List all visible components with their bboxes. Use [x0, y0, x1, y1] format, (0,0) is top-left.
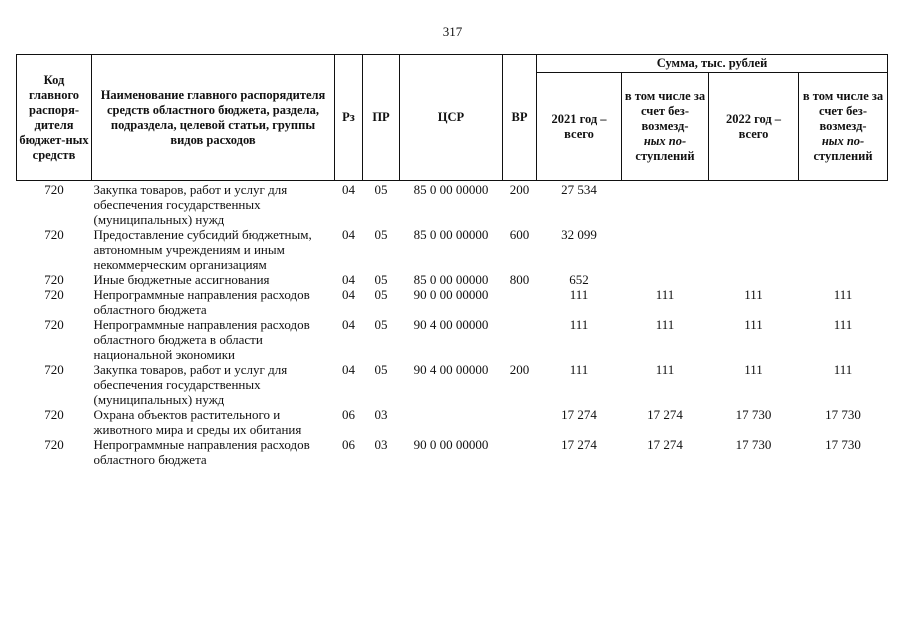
budget-table	[16, 54, 888, 467]
table-row	[17, 227, 888, 272]
cell-2022-free: 17 730	[825, 407, 861, 422]
header-2022-free-b: ных по-	[821, 134, 865, 148]
cell-pr: 03	[374, 407, 388, 422]
table-row	[17, 287, 888, 317]
header-2021-total: 2021 год – всего	[537, 73, 622, 181]
cell-vr	[503, 437, 537, 467]
cell-2021-total: 17 274	[561, 407, 597, 422]
header-pr: ПР	[363, 55, 400, 181]
cell-2021-total: 111	[569, 287, 589, 302]
cell-2021-total: 17 274	[561, 437, 597, 452]
table-row	[17, 362, 888, 407]
cell-2022-free: 111	[833, 287, 853, 302]
table-row	[17, 407, 888, 437]
cell-vr	[503, 407, 537, 437]
cell-2021-total: 32 099	[561, 227, 597, 242]
cell-code: 720	[44, 437, 64, 452]
cell-name: Охрана объектов растительного и животного мира и среды их обитания	[93, 407, 302, 437]
cell-name: Закупка товаров, работ и услуг для обеспечения государственных (муниципальных) нужд	[93, 182, 288, 227]
header-rz: Рз	[335, 55, 363, 181]
table-row	[17, 317, 888, 362]
cell-name: Непрограммные направления расходов областного бюджета	[93, 287, 310, 317]
cell-2022-total: 111	[744, 317, 763, 332]
cell-code: 720	[44, 362, 64, 377]
cell-rz: 04	[342, 227, 355, 242]
cell-csr: 90 4 00 00000	[413, 362, 489, 377]
cell-rz: 06	[342, 407, 355, 422]
cell-code: 720	[44, 227, 64, 242]
table-row	[17, 181, 888, 228]
cell-name: Непрограммные направления расходов областного бюджета	[93, 437, 310, 467]
header-2022-free-a: в том числе за счет без-возмезд-	[802, 89, 884, 133]
cell-csr: 90 0 00 00000	[413, 437, 489, 452]
cell-name: Непрограммные направления расходов областного бюджета в области национальной экономики	[93, 317, 310, 362]
cell-code: 720	[44, 407, 64, 422]
cell-rz: 06	[342, 437, 355, 452]
header-2021-free-a: в том числе за счет без-возмезд-	[624, 89, 706, 133]
cell-vr	[503, 287, 537, 317]
cell-rz: 04	[342, 272, 355, 287]
cell-2021-free: 17 274	[647, 407, 683, 422]
header-2022-free	[799, 73, 888, 181]
header-csr: ЦСР	[400, 55, 503, 181]
cell-rz: 04	[342, 287, 355, 302]
cell-2021-free	[622, 272, 709, 287]
cell-csr: 90 0 00 00000	[413, 287, 489, 302]
cell-pr: 05	[374, 317, 388, 332]
cell-2022-total	[709, 227, 799, 272]
cell-pr: 05	[374, 362, 388, 377]
cell-name: Закупка товаров, работ и услуг для обеспечения государственных (муниципальных) нужд	[93, 362, 288, 407]
cell-csr: 85 0 00 00000	[413, 272, 489, 287]
cell-2021-total: 111	[569, 362, 589, 377]
cell-2022-free: 111	[833, 362, 853, 377]
cell-vr: 200	[509, 362, 530, 377]
cell-2021-total: 652	[569, 272, 589, 287]
cell-2021-free: 17 274	[647, 437, 683, 452]
cell-2021-free: 111	[655, 317, 675, 332]
header-2021-free-b: ных по-	[643, 134, 687, 148]
cell-2022-total	[709, 272, 799, 287]
table-row	[17, 437, 888, 467]
cell-2022-free	[799, 272, 888, 287]
cell-2021-free	[622, 227, 709, 272]
cell-2021-free: 111	[655, 362, 675, 377]
cell-2022-total: 17 730	[735, 407, 772, 422]
cell-rz: 04	[342, 362, 355, 377]
cell-code: 720	[44, 287, 64, 302]
cell-rz: 04	[342, 182, 355, 197]
cell-2022-free: 111	[833, 317, 853, 332]
header-2021-free	[622, 73, 709, 181]
table-row	[17, 272, 888, 287]
cell-name: Предоставление субсидий бюджетным, автономным учреждениям и иным некоммерческим организациям	[93, 227, 312, 272]
cell-2022-total: 111	[744, 362, 763, 377]
cell-2022-total: 17 730	[735, 437, 772, 452]
header-2022-free-c: ступлений	[813, 149, 873, 163]
cell-2022-free	[799, 227, 888, 272]
cell-pr: 05	[374, 227, 388, 242]
cell-code: 720	[44, 272, 64, 287]
cell-vr: 600	[509, 227, 530, 242]
cell-2021-total: 111	[569, 317, 589, 332]
cell-vr: 800	[509, 272, 530, 287]
page-number: 317	[442, 24, 463, 39]
cell-2021-total: 27 534	[561, 182, 597, 197]
cell-2021-free	[622, 181, 709, 228]
cell-pr: 05	[374, 272, 388, 287]
cell-csr	[400, 407, 503, 437]
cell-pr: 05	[374, 287, 388, 302]
cell-code: 720	[44, 317, 64, 332]
header-vr: ВР	[503, 55, 537, 181]
cell-vr	[503, 317, 537, 362]
cell-2022-total: 111	[744, 287, 763, 302]
cell-rz: 04	[342, 317, 355, 332]
cell-csr: 85 0 00 00000	[413, 227, 489, 242]
cell-vr: 200	[509, 182, 530, 197]
cell-2022-total	[709, 181, 799, 228]
cell-csr: 90 4 00 00000	[413, 317, 489, 332]
cell-pr: 05	[374, 182, 388, 197]
cell-csr: 85 0 00 00000	[413, 182, 489, 197]
header-sum-group: Сумма, тыс. рублей	[537, 55, 888, 73]
header-2021-free-c: ступлений	[635, 149, 695, 163]
header-code: Код главного распоря-дителя бюджет-ных средств	[17, 55, 92, 181]
header-name: Наименование главного распорядителя средств областного бюджета, раздела, подраздела, целевой статьи, группы видов расходов	[92, 55, 335, 181]
cell-2021-free: 111	[655, 287, 675, 302]
header-2022-total: 2022 год – всего	[709, 73, 799, 181]
cell-name: Иные бюджетные ассигнования	[93, 272, 270, 287]
cell-2022-free	[799, 181, 888, 228]
cell-2022-free: 17 730	[825, 437, 861, 452]
cell-code: 720	[44, 182, 64, 197]
cell-pr: 03	[374, 437, 388, 452]
